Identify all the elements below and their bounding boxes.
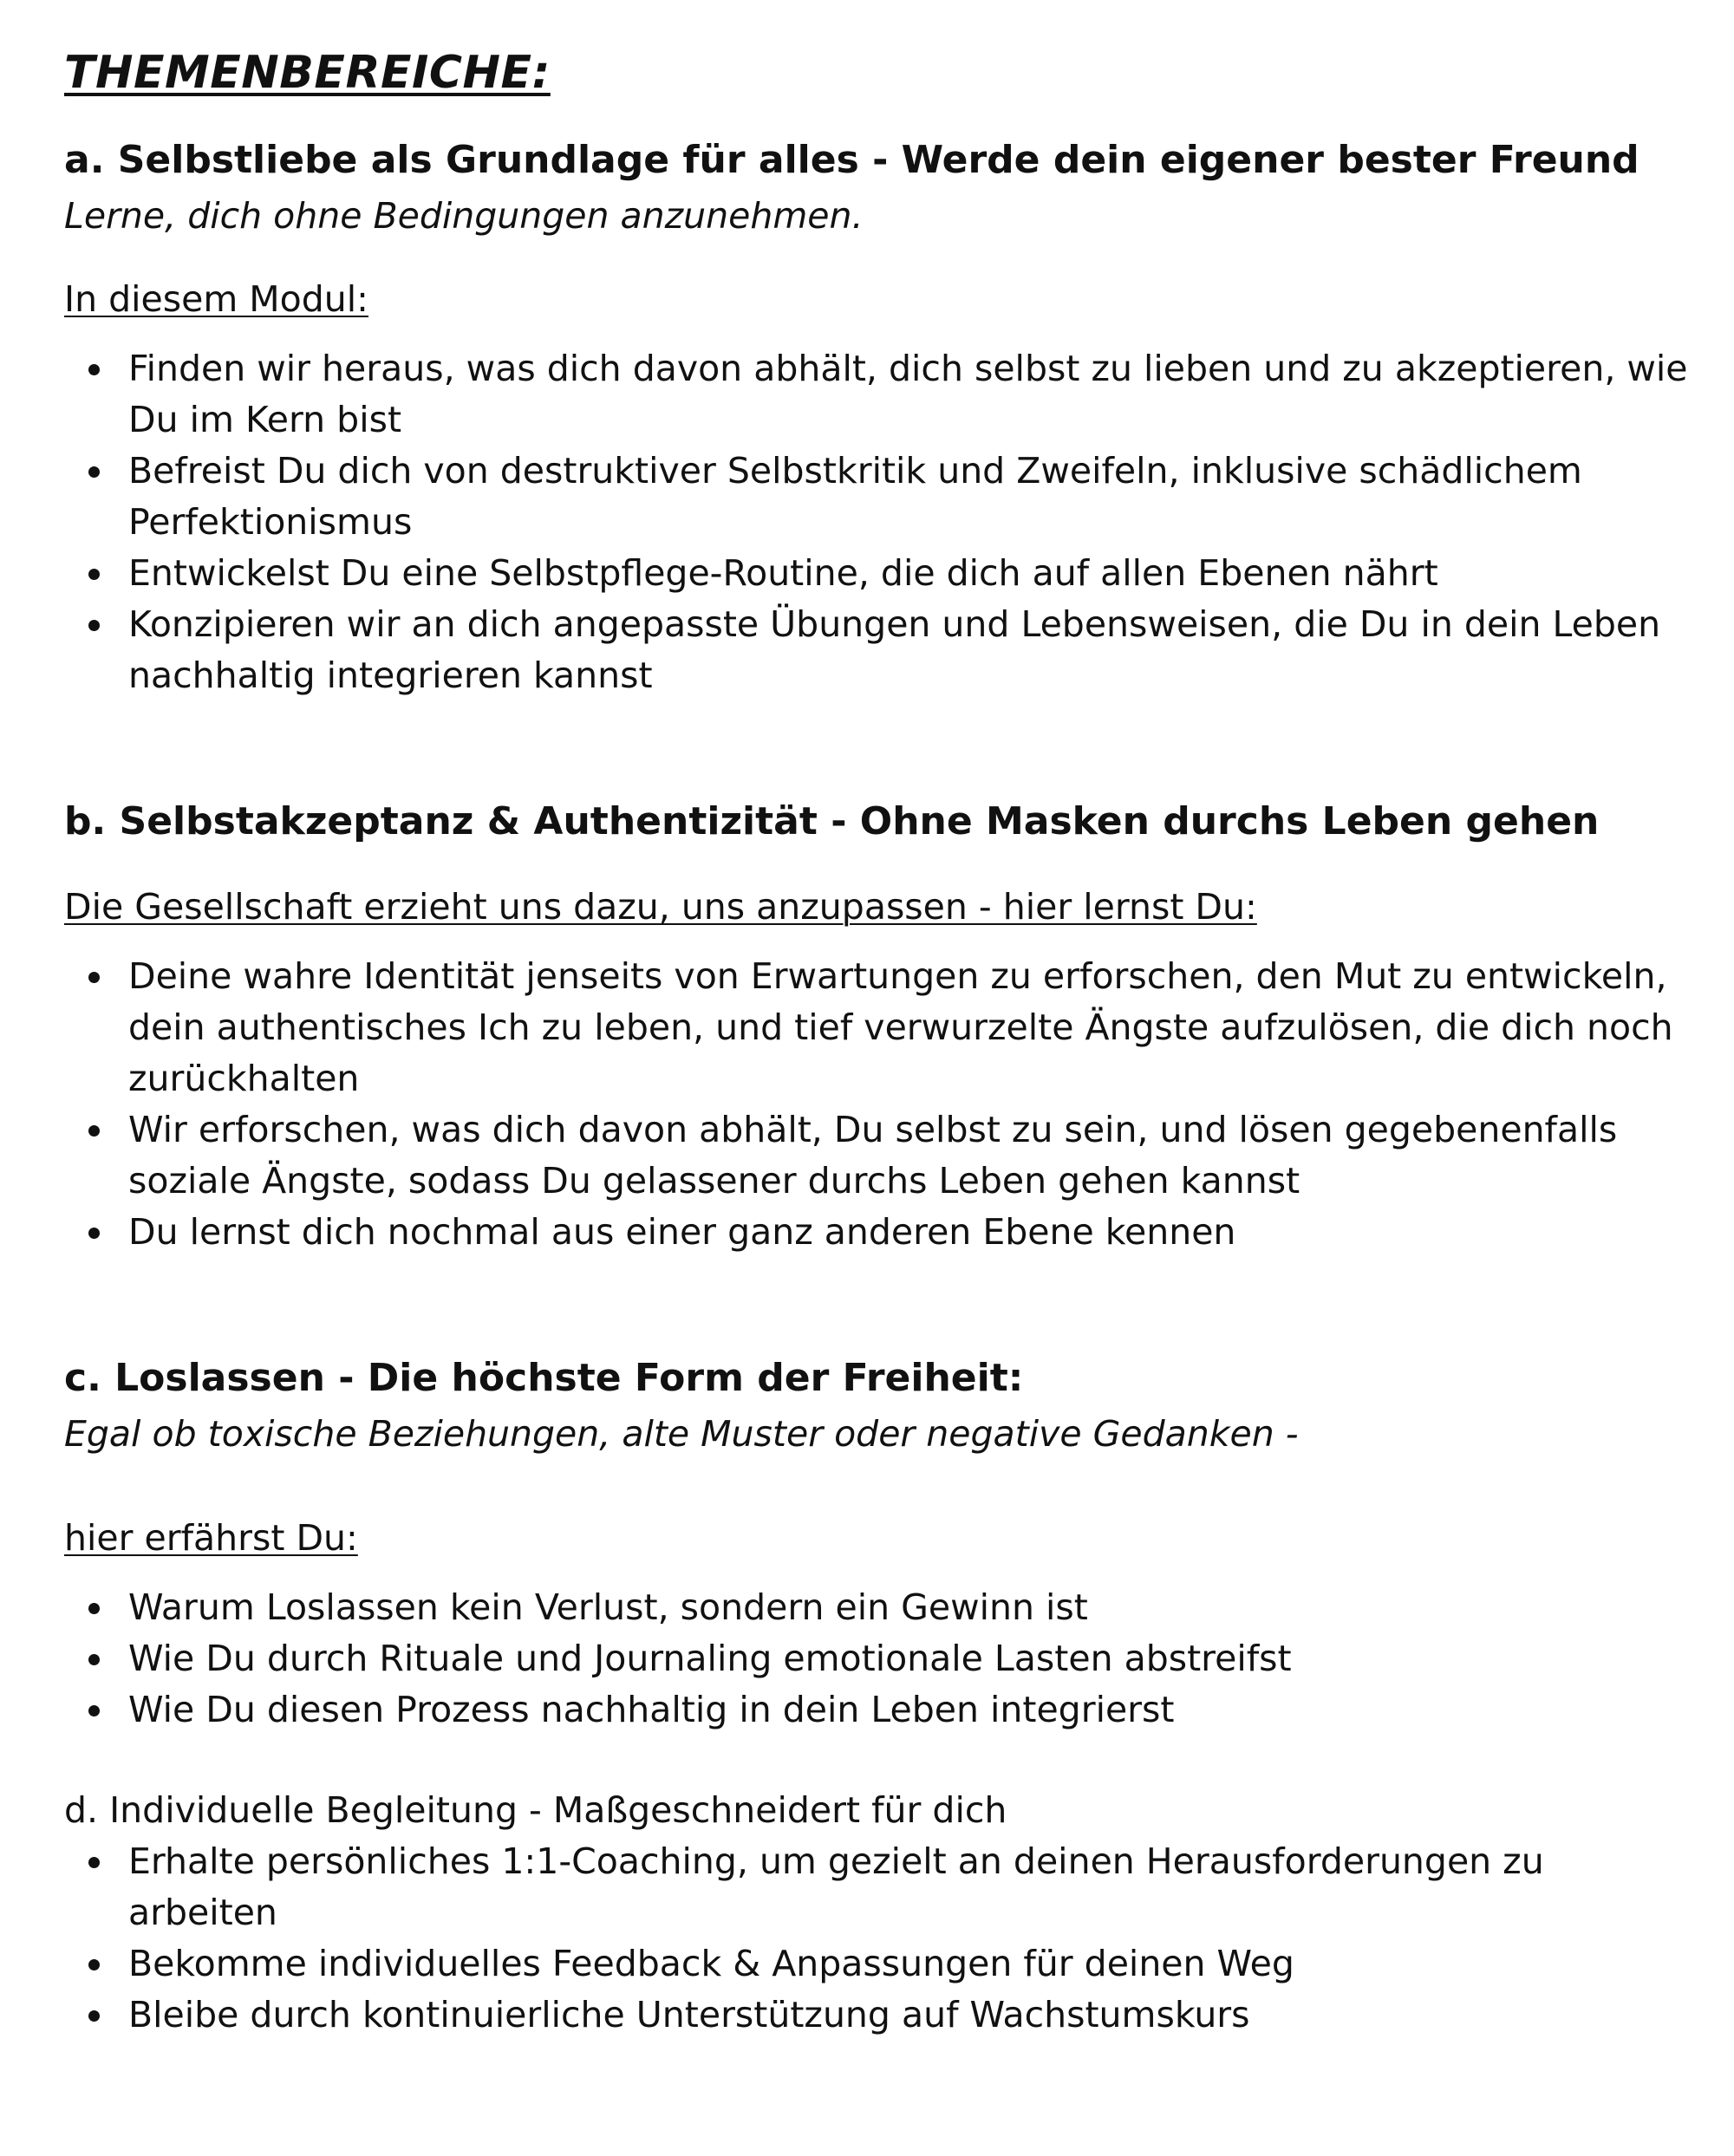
bullet-icon (88, 569, 100, 580)
list-item (64, 1990, 1694, 2041)
list-item (64, 1582, 1694, 1633)
section-a-list (64, 343, 1694, 701)
bullet-icon (88, 972, 100, 983)
list-item (64, 951, 1694, 1104)
list-item-text: Bleibe durch kontinuierliche Unterstützung auf Wachstumskurs (128, 1994, 1250, 2035)
bullet-icon (88, 364, 100, 375)
list-item-text: Wie Du durch Rituale und Journaling emotionale Lasten abstreifst (128, 1638, 1292, 1679)
list-item (64, 548, 1694, 599)
list-item-text: Deine wahre Identität jenseits von Erwartungen zu erforschen, den Mut zu entwickeln, dein authentisches Ich zu leben, und tief verwurzelte Ängste aufzulösen, die dich noch zurückhalten (128, 955, 1673, 1099)
section-a-intro: In diesem Modul: (64, 278, 368, 320)
list-item-text: Warum Loslassen kein Verlust, sondern ein Gewinn ist (128, 1586, 1088, 1628)
list-item-text: Erhalte persönliches 1:1-Coaching, um gezielt an deinen Herausforderungen zu arbeiten (128, 1840, 1544, 1933)
section-d-title: d. Individuelle Begleitung - Maßgeschneidert für dich (64, 1789, 1007, 1831)
list-item (64, 1684, 1694, 1736)
list-item-text: Konzipieren wir an dich angepasste Übungen und Lebensweisen, die Du in dein Leben nachhaltig integrieren kannst (128, 603, 1661, 696)
list-item (64, 1938, 1694, 1990)
section-b-title: b. Selbstakzeptanz & Authentizität - Ohne Masken durchs Leben gehen (64, 799, 1600, 844)
section-d-list (64, 1836, 1694, 2041)
bullet-icon (88, 1705, 100, 1716)
section-a-title: a. Selbstliebe als Grundlage für alles - Werde dein eigener bester Freund (64, 138, 1639, 182)
list-item-text: Finden wir heraus, was dich davon abhält, dich selbst zu lieben und zu akzeptieren, wie Du im Kern bist (128, 348, 1688, 440)
list-item (64, 599, 1694, 701)
bullet-icon (88, 466, 100, 478)
bullet-icon (88, 620, 100, 631)
list-item (64, 343, 1694, 446)
bullet-icon (88, 1603, 100, 1614)
document-title: THEMENBEREICHE: (64, 47, 551, 99)
bullet-icon (88, 1959, 100, 1970)
list-item-text: Befreist Du dich von destruktiver Selbstkritik und Zweifeln, inklusive schädlichem Perfektionismus (128, 450, 1582, 543)
document-page (64, 38, 1694, 2041)
list-item (64, 1104, 1694, 1207)
section-b-intro: Die Gesellschaft erzieht uns dazu, uns anzupassen - hier lernst Du: (64, 886, 1257, 928)
list-item-text: Wir erforschen, was dich davon abhält, Du selbst zu sein, und lösen gegebenenfalls soziale Ängste, sodass Du gelassener durchs Leben gehen kannst (128, 1109, 1618, 1202)
list-item (64, 1836, 1694, 1938)
list-item-text: Wie Du diesen Prozess nachhaltig in dein Leben integrierst (128, 1689, 1175, 1730)
list-item-text: Bekomme individuelles Feedback & Anpassungen für deinen Weg (128, 1943, 1294, 1984)
section-a-subtitle: Lerne, dich ohne Bedingungen anzunehmen. (64, 195, 864, 237)
list-item-text: Du lernst dich nochmal aus einer ganz anderen Ebene kennen (128, 1211, 1236, 1253)
section-c-subtitle: Egal ob toxische Beziehungen, alte Muster oder negative Gedanken - (64, 1413, 1299, 1455)
list-item (64, 446, 1694, 548)
bullet-icon (88, 1857, 100, 1868)
bullet-icon (88, 2010, 100, 2022)
section-c-title: c. Loslassen - Die höchste Form der Freiheit: (64, 1356, 1024, 1400)
list-item-text: Entwickelst Du eine Selbstpflege-Routine, die dich auf allen Ebenen nährt (128, 552, 1438, 594)
section-b-list (64, 951, 1694, 1258)
bullet-icon (88, 1654, 100, 1665)
list-item (64, 1207, 1694, 1258)
section-c-intro: hier erfährst Du: (64, 1517, 358, 1559)
bullet-icon (88, 1125, 100, 1137)
list-item (64, 1633, 1694, 1684)
bullet-icon (88, 1228, 100, 1239)
section-c-list (64, 1582, 1694, 1736)
